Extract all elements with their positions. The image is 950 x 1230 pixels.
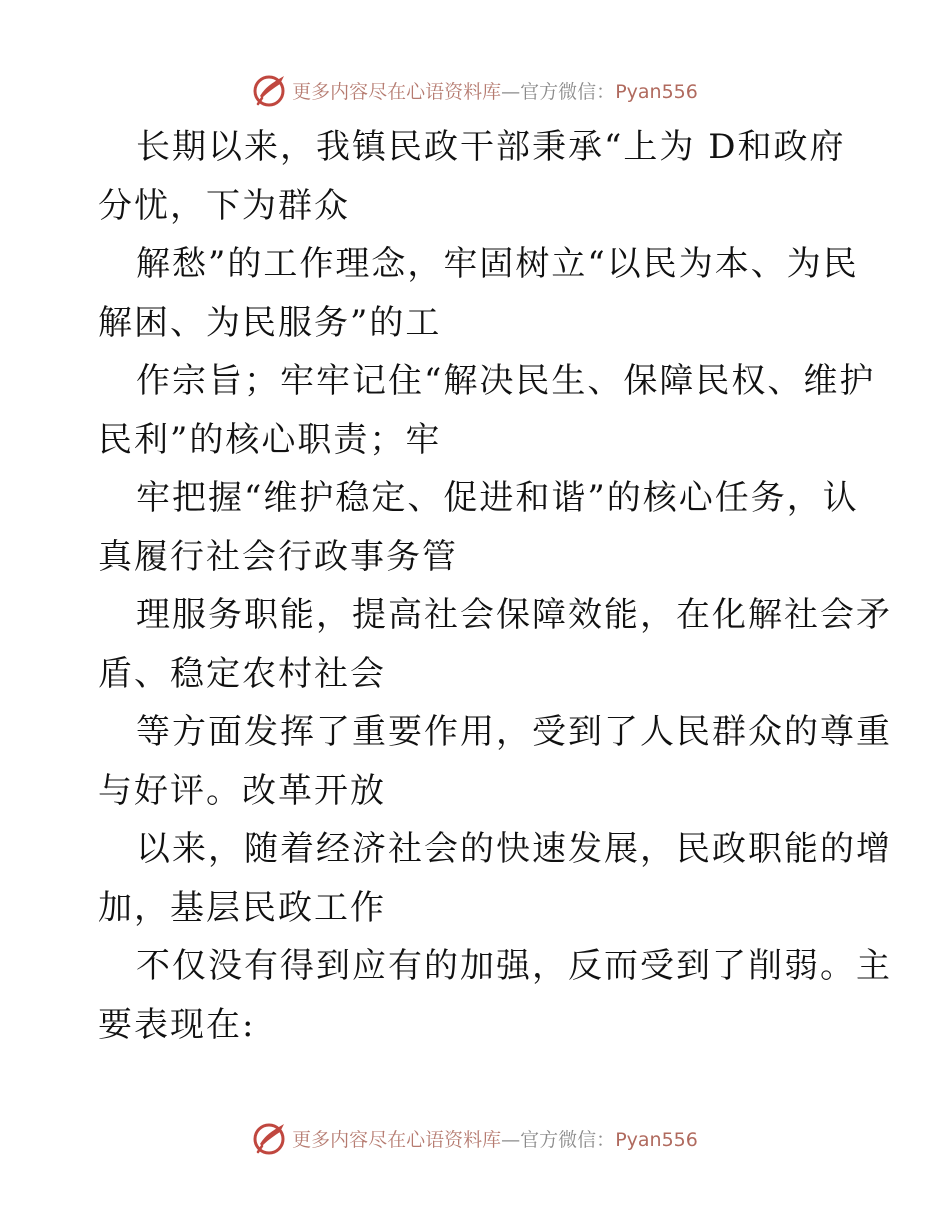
footer-banner-content	[252, 1120, 698, 1156]
text-line: 以来，随着经济社会的快速发展，民政职能的增	[136, 829, 892, 869]
text-line: 等方面发挥了重要作用，受到了人民群众的尊重	[136, 712, 892, 752]
text-line: 分忧，下为群众	[98, 185, 350, 226]
text-line: 与好评。改革开放	[98, 770, 386, 811]
header-banner-content	[252, 72, 698, 108]
text-line: 理服务职能，提高社会保障效能，在化解社会矛	[136, 595, 892, 635]
text-line: 作宗旨；牢牢记住“解决民生、保障民权、维护	[136, 361, 876, 401]
footer-banner	[0, 1118, 950, 1158]
header-banner	[0, 70, 950, 110]
text-line: 牢把握“维护稳定、促进和谐”的核心任务，认	[136, 478, 859, 518]
text-line: 解困、为民服务”的工	[98, 302, 442, 343]
text-line: 真履行社会行政事务管	[98, 536, 458, 577]
text-line: 加，基层民政工作	[98, 887, 386, 928]
banner-contact-label: 官方微信：	[520, 80, 616, 103]
pen-logo-icon	[252, 72, 288, 108]
banner-separator: —	[501, 80, 521, 103]
text-line: 解愁”的工作理念，牢固树立“以民为本、为民	[136, 244, 859, 284]
banner-text	[292, 77, 698, 104]
text-line: 盾、稳定农村社会	[98, 653, 386, 694]
text-line: 民利”的核心职责；牢	[98, 419, 442, 460]
pen-logo-icon	[252, 1120, 288, 1156]
document-body	[98, 118, 892, 1054]
banner-contact-label: 官方微信：	[520, 1128, 616, 1151]
banner-contact-id: Pyan556	[615, 80, 698, 103]
banner-contact-id: Pyan556	[615, 1128, 698, 1151]
banner-text	[292, 1125, 698, 1152]
text-line: 要表现在:	[98, 1004, 256, 1045]
banner-separator: —	[501, 1128, 521, 1151]
banner-site-text: 更多内容尽在心语资料库	[292, 1128, 502, 1151]
text-line: 不仅没有得到应有的加强，反而受到了削弱。主	[136, 946, 892, 986]
banner-site-text: 更多内容尽在心语资料库	[292, 80, 502, 103]
text-line: 长期以来，我镇民政干部秉承“上为 D和政府	[136, 127, 846, 167]
